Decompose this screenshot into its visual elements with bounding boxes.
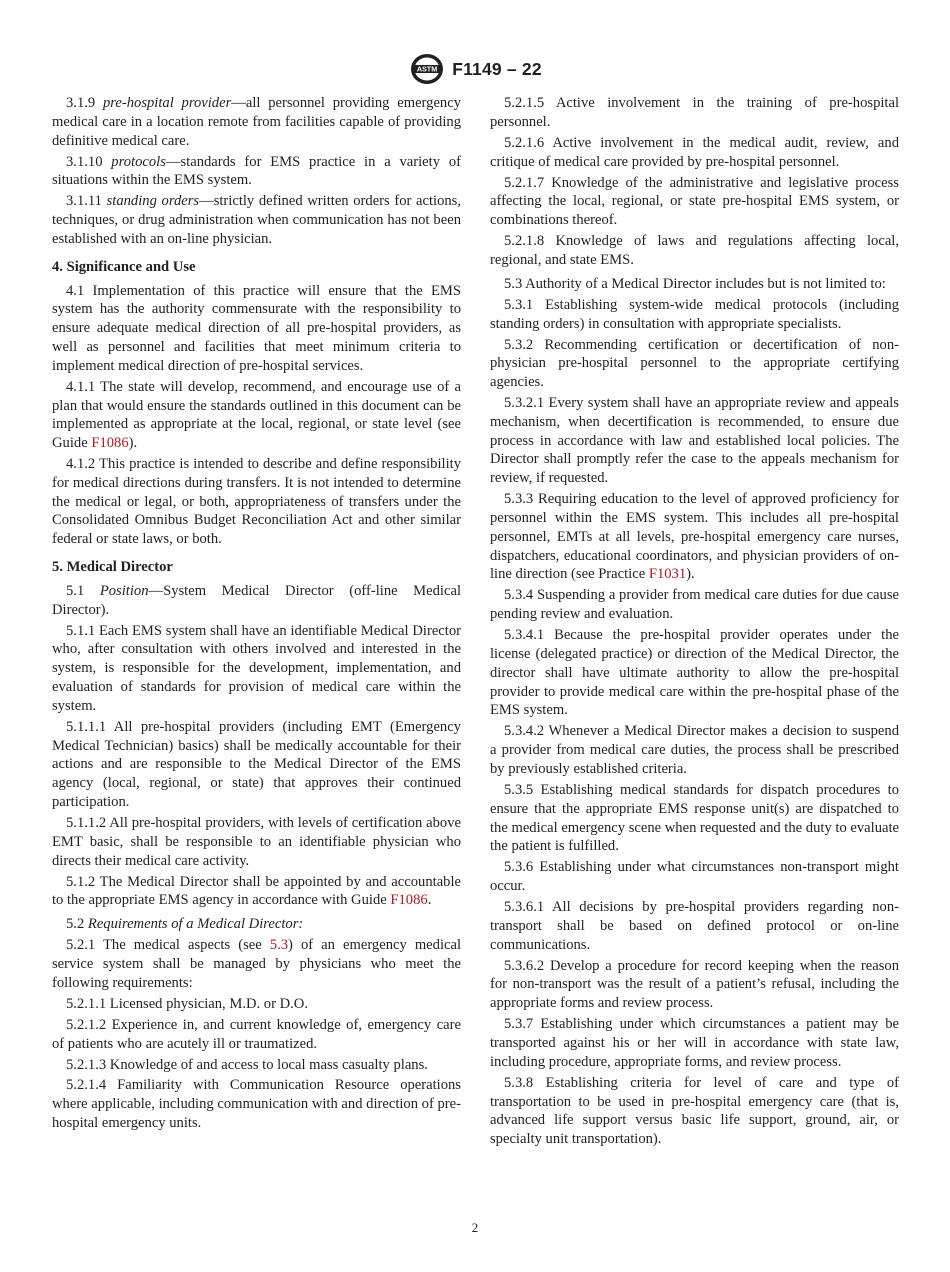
paragraph-text: Knowledge of laws and regulations affecting local, regional, and state EMS.: [490, 233, 899, 268]
paragraph-text: Every system shall have an appropriate review and appeals mechanism, when decertification is recommended, to ensure due process in accordance with law and established local policies. The Director shall promptly refer the case to the appeals mechanism for review, if requested.: [490, 395, 899, 487]
clause-number: 3.1.11: [66, 193, 102, 210]
paragraph-text: Experience in, and current knowledge of, emergency care of patients who are acutely ill or traumatized.: [52, 1016, 461, 1052]
defined-term: standing orders: [106, 193, 200, 210]
reference-link[interactable]: F1086: [390, 892, 428, 909]
paragraph-text: All decisions by pre-hospital providers regarding non-transport shall be based on defined protocol or on-line communications.: [490, 899, 900, 953]
clause-number: 5.1.1: [66, 622, 96, 639]
defined-term: Position: [99, 582, 149, 599]
clause-number: 4.1.2: [66, 456, 96, 473]
clause-number: 5.3.6.1: [504, 899, 545, 916]
clause-number: 5.3.1: [504, 296, 534, 313]
clause-number: 5.3.6: [504, 859, 534, 876]
defined-term: protocols: [111, 153, 166, 170]
paragraph-text: Because the pre-hospital provider operates under the license (delegated practice) or direction of the Medical Director, the director shall have ultimate authority to allow the pre-hospital provider to provide medical care within the pre-hospital phase of the EMS system.: [490, 627, 899, 719]
paragraph: [52, 582, 461, 620]
paragraph-text: —System Medical Director (off-line Medical Director).: [52, 582, 461, 618]
clause-number: 5.2.1.8: [504, 233, 545, 250]
clause-number: 5.3.4.2: [504, 723, 545, 740]
paragraph: [52, 873, 461, 911]
paragraph-text: Establishing under which circumstances a patient may be transported against his or her will in accordance with state law, including procedure, appropriate forms, and review process.: [490, 1016, 899, 1070]
clause-number: 4.1.1: [66, 378, 96, 395]
clause-number: 5.3.4.1: [504, 627, 545, 644]
paragraph: [490, 296, 899, 334]
paragraph: [490, 722, 899, 778]
paragraph: [490, 394, 899, 488]
clause-number: 5.3.2.1: [504, 395, 545, 412]
clause-number: 5.3.6.2: [504, 957, 545, 974]
paragraph-text: All pre-hospital providers (including EMT (Emergency Medical Technician) basics) shall be medically accountable for their actions and are responsible to the Medical Director of the EMS agency (local, regional, or state) that approves their continued participation.: [52, 718, 461, 811]
clause-number: 5.1.1.2: [66, 815, 107, 831]
paragraph-text: Suspending a provider from medical care duties for due cause pending review and evaluation.: [490, 587, 899, 623]
paragraph: [490, 232, 899, 270]
paragraph: [490, 586, 899, 624]
paragraph: [52, 1016, 461, 1054]
paragraph: [52, 936, 461, 992]
clause-number: 5.2: [66, 916, 85, 933]
page-header: [0, 52, 950, 86]
paragraph-text: The medical aspects (see: [103, 937, 270, 954]
defined-term: Requirements of a Medical Director:: [87, 916, 304, 933]
paragraph-text: Requiring education to the level of approved proficiency for personnel within the EMS system. This includes all pre-hospital personnel, EMTs at all levels, pre-hospital emergency care nurses, dispatchers, educational coordinators, and physician providers of on-line direction (see Practice: [490, 491, 899, 583]
paragraph-text: Establishing under what circumstances non-transport might occur.: [490, 859, 899, 895]
paragraph: [52, 282, 461, 376]
clause-number: 3.1.9: [66, 95, 96, 111]
paragraph: [490, 174, 899, 230]
clause-number: 5.3: [504, 275, 523, 292]
clause-number: 5.3.7: [504, 1016, 534, 1033]
clause-number: 5.2.1.2: [66, 1016, 107, 1033]
paragraph-text: Active involvement in the training of pre-hospital personnel.: [490, 95, 900, 130]
paragraph: [52, 94, 461, 150]
paragraph-text: —strictly defined written orders for actions, techniques, or drug administration when communication has not been established with an on-line physician.: [52, 193, 461, 247]
paragraph: [490, 898, 899, 954]
paragraph: [52, 378, 461, 453]
paragraph-text: Whenever a Medical Director makes a decision to suspend a provider from medical care duties, the process shall be prescribed by previously established criteria.: [490, 723, 900, 777]
reference-link[interactable]: F1086: [91, 435, 129, 452]
left-column: [52, 94, 461, 1135]
paragraph-text-tail: ) of an emergency medical service system shall be managed by physicians who meet the following requirements:: [52, 937, 462, 991]
clause-number: 5.2.1.4: [66, 1077, 107, 1094]
paragraph-text: Implementation of this practice will ensure that the EMS system has the authority commensurate with the responsibility to ensure adequate medical direction of all pre-hospital providers, as well as personnel and facilities that meet minimum criteria to implement medical direction of pre-hospital services.: [52, 282, 461, 374]
paragraph-text: Familiarity with Communication Resource operations where applicable, including communication with and direction of pre-hospital emergency units.: [52, 1077, 461, 1132]
paragraph: [490, 94, 899, 132]
paragraph-text-tail: .: [427, 892, 432, 909]
paragraph: [490, 626, 899, 720]
clause-number: 5.2.1.1: [66, 995, 107, 1012]
paragraph-text: Knowledge of the administrative and legislative process affecting the local, regional, or state pre-hospital EMS system, or combinations thereof.: [490, 174, 899, 229]
paragraph-text: The Medical Director shall be appointed by and accountable to the appropriate EMS agency in accordance with Guide: [52, 873, 461, 909]
paragraph: [52, 1056, 461, 1075]
paragraph-text: This practice is intended to describe and define responsibility for medical directions during transfers. It is not intended to determine the medical or legal, or both, appropriateness of transfers under the Consolidated Omnibus Budget Reconciliation Act and other similar federal or state laws, or both.: [52, 456, 461, 548]
paragraph: [490, 1074, 899, 1149]
paragraph: [52, 455, 461, 549]
paragraph-text: All pre-hospital providers, with levels of certification above EMT basic, shall be responsible to an identifiable physician who directs their medical care activity.: [52, 815, 461, 869]
paragraph: [52, 995, 461, 1014]
reference-link[interactable]: F1031: [648, 566, 687, 583]
clause-number: 5.2.1: [66, 937, 96, 954]
logo-text: ASTM: [417, 64, 438, 74]
paragraph: [52, 1076, 461, 1132]
paragraph: [490, 134, 899, 172]
document-designation: F1149 – 22: [452, 58, 542, 79]
clause-number: 4.1: [66, 282, 85, 299]
clause-number: 5.1.2: [66, 873, 96, 890]
paragraph: [490, 275, 899, 294]
paragraph-text-tail: ).: [128, 435, 138, 452]
paragraph: [490, 957, 899, 1013]
astm-logo-icon: [408, 52, 446, 86]
paragraph-text: —all personnel providing emergency medical care in a location remote from facilities capable of providing definitive medical care.: [52, 95, 461, 149]
clause-number: 3.1.10: [66, 153, 103, 170]
paragraph-text: Establishing criteria for level of care and type of transportation to be used in pre-hospital emergency care (that is, advanced life support versus basic life support, ground, air, or specialty unit transportation).: [490, 1074, 899, 1148]
page-number: 2: [471, 1220, 479, 1235]
defined-term: pre-hospital provider: [102, 95, 232, 111]
paragraph: [490, 1015, 899, 1071]
paragraph-text: Recommending certification or decertification of non-physician pre-hospital personnel to the appropriate certifying agencies.: [490, 336, 899, 391]
clause-number: 5.3.8: [504, 1074, 534, 1091]
clause-number: 5.2.1.6: [504, 134, 545, 151]
clause-number: 5.2.1.7: [504, 174, 545, 191]
paragraph-text-tail: ).: [686, 566, 695, 583]
paragraph: [52, 915, 461, 934]
paragraph-text: The state will develop, recommend, and encourage use of a plan that would ensure the standards outlined in this document can be implemented as appropriate at the local, regional, or state level (see Guide: [52, 378, 461, 452]
paragraph: [490, 858, 899, 896]
paragraph-text: Active involvement in the medical audit, review, and critique of medical care provided by pre-hospital personnel.: [490, 134, 899, 170]
section-heading: 4. Significance and Use: [52, 258, 196, 275]
paragraph-text: Develop a procedure for record keeping when the reason for non-transport was the result of a patient’s refusal, including the appropriate forms and review process.: [490, 957, 899, 1012]
section-heading: 5. Medical Director: [52, 559, 173, 576]
paragraph: [52, 718, 461, 812]
clause-number: 5.3.2: [504, 336, 534, 353]
paragraph: [52, 622, 461, 716]
paragraph-text: Authority of a Medical Director includes but is not limited to:: [525, 275, 886, 292]
clause-number: 5.2.1.5: [504, 95, 545, 111]
clause-number: 5.2.1.3: [66, 1056, 107, 1073]
paragraph-text: Each EMS system shall have an identifiable Medical Director who, after consultation with others involved and interested in the system, is responsible for the development, implementation, and evaluation of standards for provision of medical care within the system.: [52, 622, 461, 714]
paragraph-text: Licensed physician, M.D. or D.O.: [109, 995, 308, 1012]
paragraph: [52, 153, 461, 191]
reference-link[interactable]: 5.3: [269, 937, 289, 954]
paragraph-text: Knowledge of and access to local mass casualty plans.: [109, 1056, 428, 1073]
right-column: [490, 94, 899, 1151]
clause-number: 5.1: [66, 582, 85, 599]
paragraph-text: —standards for EMS practice in a variety of situations within the EMS system.: [52, 153, 461, 189]
paragraph: [490, 490, 899, 584]
clause-number: 5.3.3: [504, 491, 534, 508]
paragraph: [490, 336, 899, 392]
paragraph: [52, 814, 461, 870]
clause-number: 5.3.4: [504, 587, 534, 604]
paragraph-text: Establishing medical standards for dispatch procedures to ensure that the appropriate EMS response unit(s) are dispatched to the medical emergency scene when requested and the duty to evaluate the patient is fulfilled.: [490, 781, 899, 855]
paragraph: [490, 781, 899, 856]
clause-number: 5.1.1.1: [66, 718, 107, 735]
paragraph: [52, 192, 461, 248]
clause-number: 5.3.5: [504, 781, 534, 798]
paragraph-text: Establishing system-wide medical protocols (including standing orders) in consultation with appropriate specialists.: [490, 296, 899, 332]
